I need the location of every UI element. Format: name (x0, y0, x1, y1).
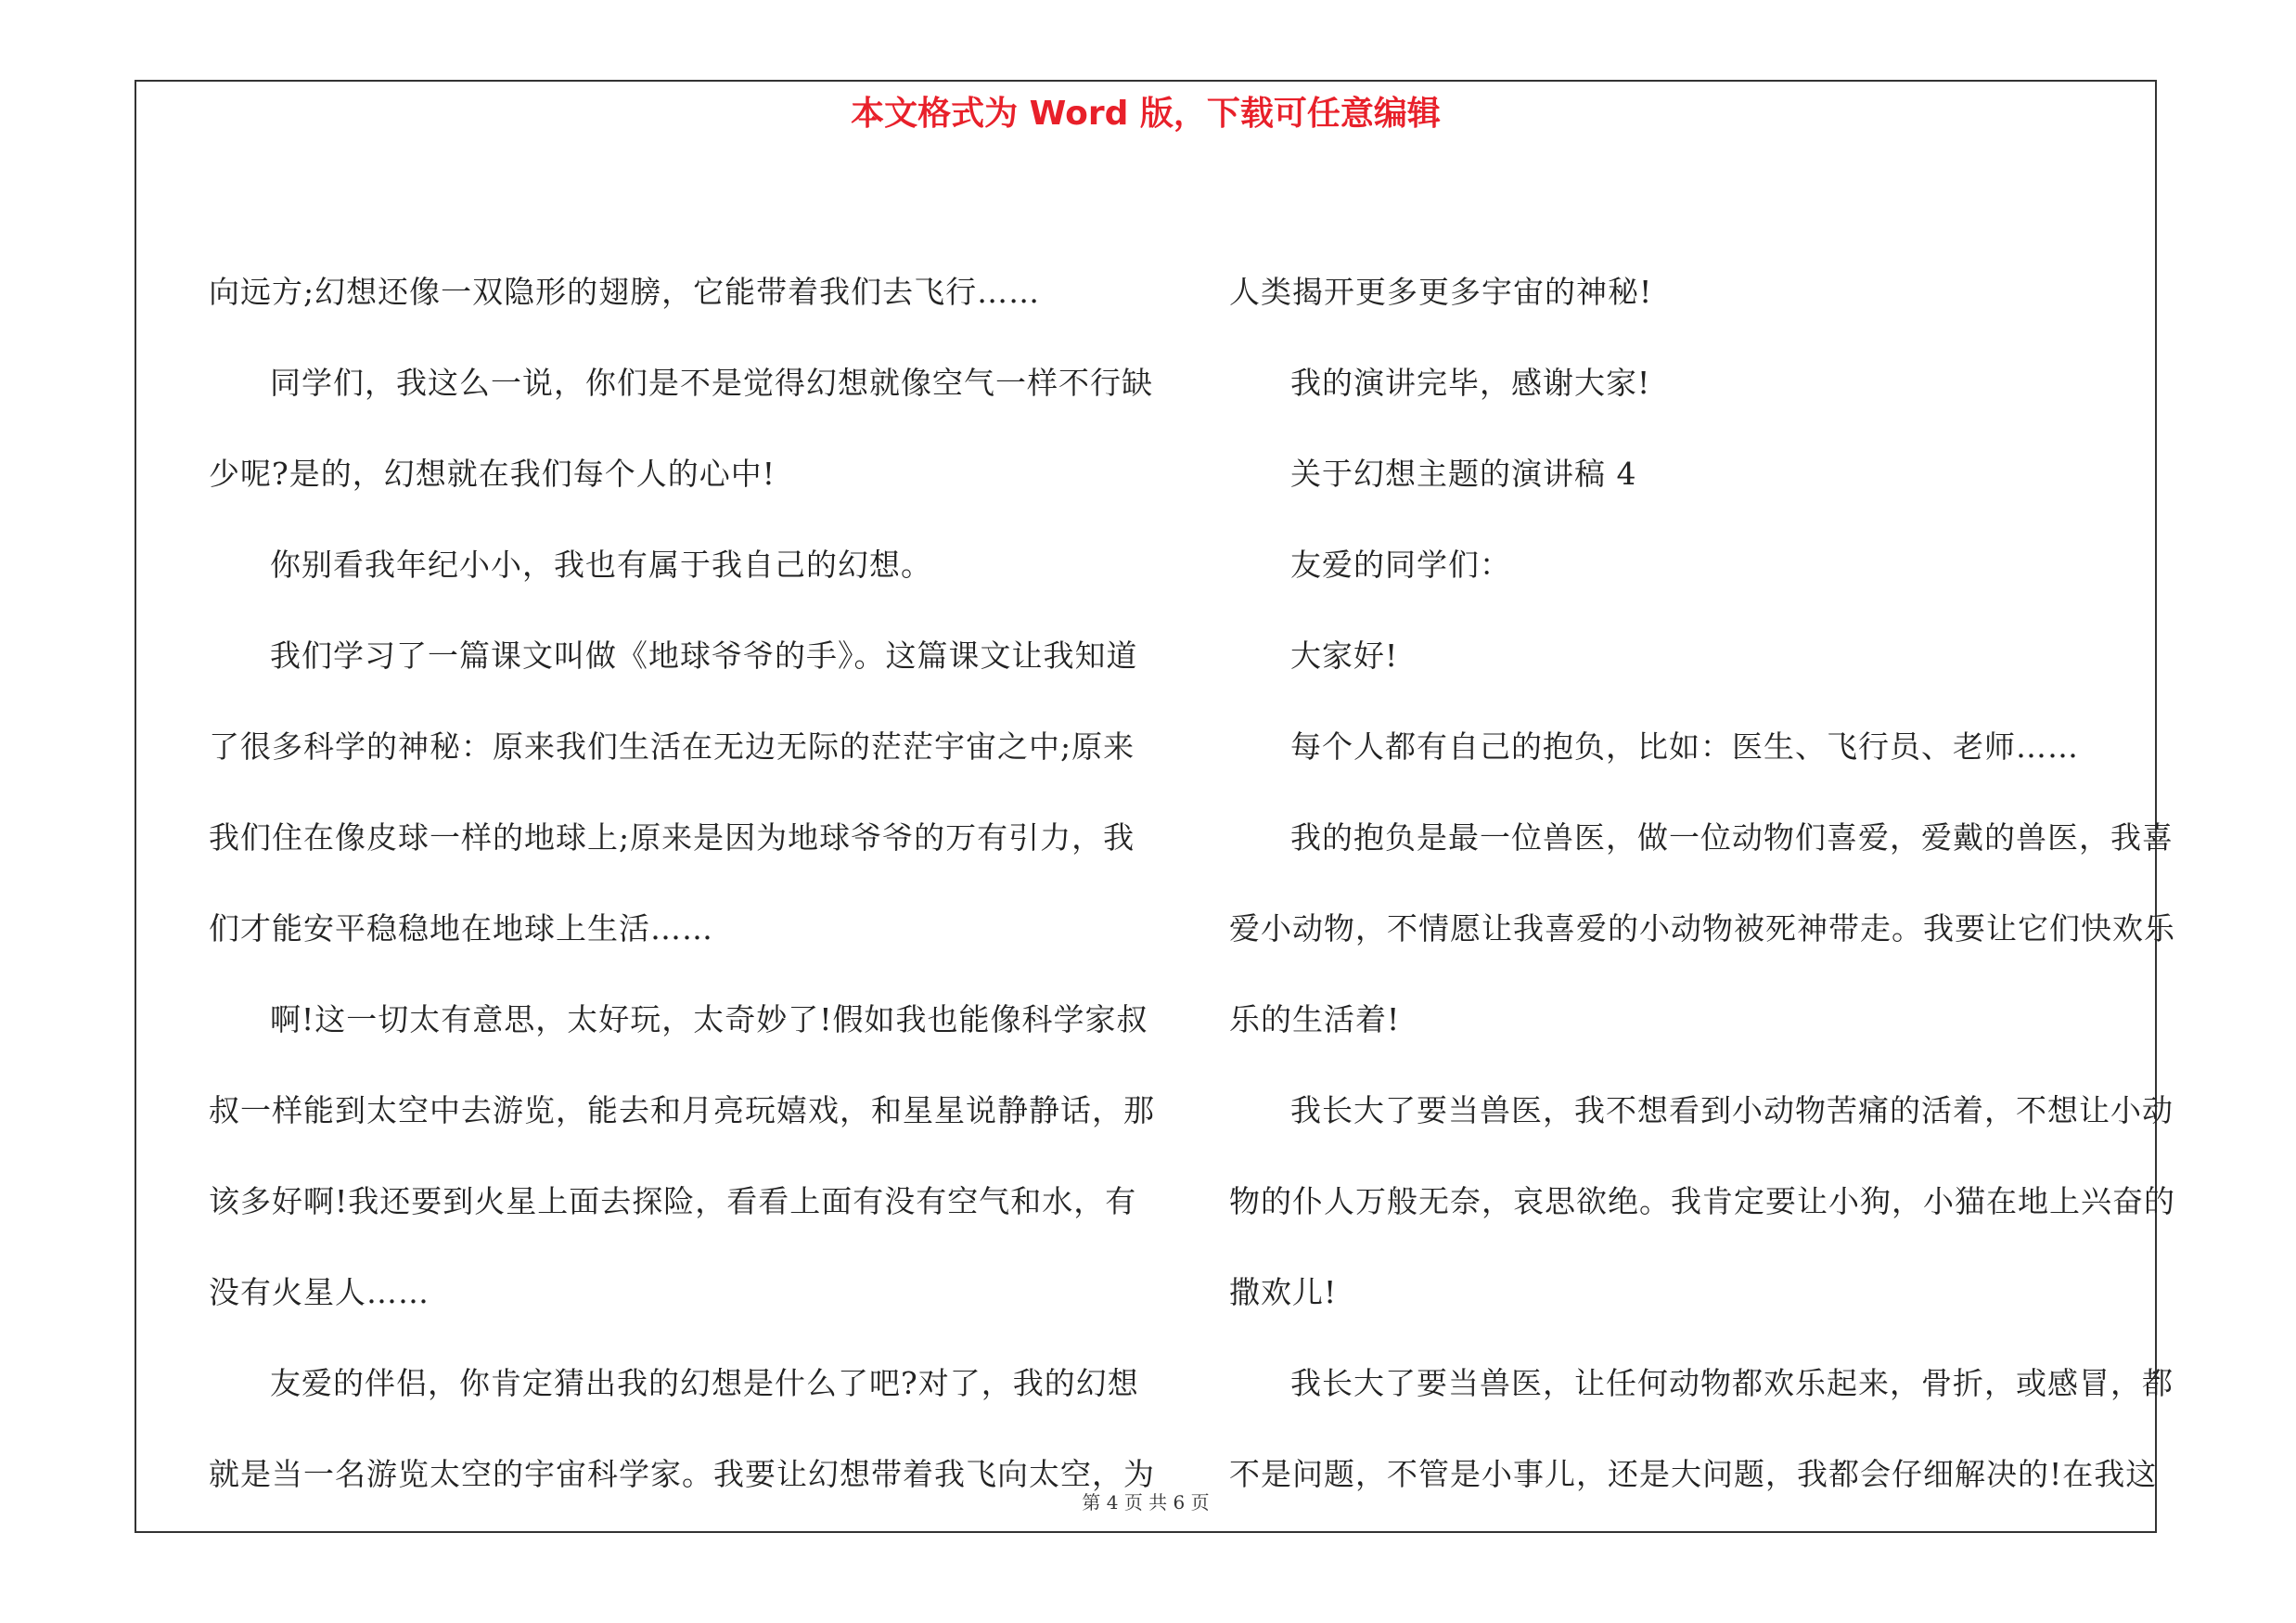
right-line-12: 撒欢儿! (1229, 1274, 1338, 1310)
left-line-13: 友爱的伴侣，你肯定猜出我的幻想是什么了吧?对了，我的幻想 (270, 1365, 1139, 1401)
right-line-6: 每个人都有自己的抱负，比如：医生、飞行员、老师…… (1290, 728, 2079, 765)
left-line-5: 我们学习了一篇课文叫做《地球爷爷的手》。这篇课文让我知道 (270, 638, 1138, 674)
right-line-2: 我的演讲完毕，感谢大家! (1290, 365, 1651, 401)
right-line-1: 人类揭开更多更多宇宙的神秘! (1229, 274, 1653, 310)
page-frame (135, 80, 2175, 1533)
header-banner: 本文格式为 Word 版，下载可任意编辑 (851, 95, 1441, 133)
left-line-3: 少呢?是的，幻想就在我们每个人的心中! (209, 456, 776, 492)
left-line-10: 叔一样能到太空中去游览，能去和月亮玩嬉戏，和星星说静静话，那 (209, 1092, 1155, 1128)
right-line-8: 爱小动物，不情愿让我喜爱的小动物被死神带走。我要让它们快欢乐 (1229, 910, 2175, 947)
right-line-4: 友爱的同学们： (1290, 547, 1511, 583)
right-line-13: 我长大了要当兽医，让任何动物都欢乐起来，骨折，或感冒，都 (1290, 1365, 2174, 1401)
right-line-14: 不是问题，不管是小事儿，还是大问题，我都会仔细解决的!在我这 (1229, 1456, 2158, 1492)
left-line-12: 没有火星人…… (209, 1274, 430, 1310)
left-line-14: 就是当一名游览太空的宇宙科学家。我要让幻想带着我飞向太空，为 (209, 1456, 1155, 1492)
right-line-10: 我长大了要当兽医，我不想看到小动物苦痛的活着，不想让小动 (1290, 1092, 2174, 1128)
left-line-9: 啊!这一切太有意思，太好玩，太奇妙了!假如我也能像科学家叔 (270, 1001, 1148, 1037)
left-line-4: 你别看我年纪小小，我也有属于我自己的幻想。 (270, 547, 932, 583)
right-line-3: 关于幻想主题的演讲稿 4 (1290, 456, 1637, 492)
left-line-11: 该多好啊!我还要到火星上面去探险，看看上面有没有空气和水，有 (209, 1183, 1137, 1219)
right-line-9: 乐的生活着! (1229, 1001, 1401, 1037)
right-line-5: 大家好! (1290, 638, 1399, 674)
left-line-1: 向远方;幻想还像一双隐形的翅膀，它能带着我们去飞行…… (209, 274, 1041, 310)
left-line-2: 同学们，我这么一说，你们是不是觉得幻想就像空气一样不行缺 (270, 365, 1153, 401)
right-column (1229, 247, 2175, 1520)
right-line-11: 物的仆人万般无奈，哀思欲绝。我肯定要让小狗，小猫在地上兴奋的 (1229, 1183, 2175, 1219)
left-line-7: 我们住在像皮球一样的地球上;原来是因为地球爷爷的万有引力，我 (209, 819, 1135, 856)
left-line-6: 了很多科学的神秘：原来我们生活在无边无际的茫茫宇宙之中;原来 (209, 728, 1135, 765)
left-line-8: 们才能安平稳稳地在地球上生活…… (209, 910, 713, 947)
page-footer: 第 4 页 共 6 页 (1082, 1491, 1210, 1514)
right-line-7: 我的抱负是最一位兽医，做一位动物们喜爱，爱戴的兽医，我喜 (1290, 819, 2174, 856)
